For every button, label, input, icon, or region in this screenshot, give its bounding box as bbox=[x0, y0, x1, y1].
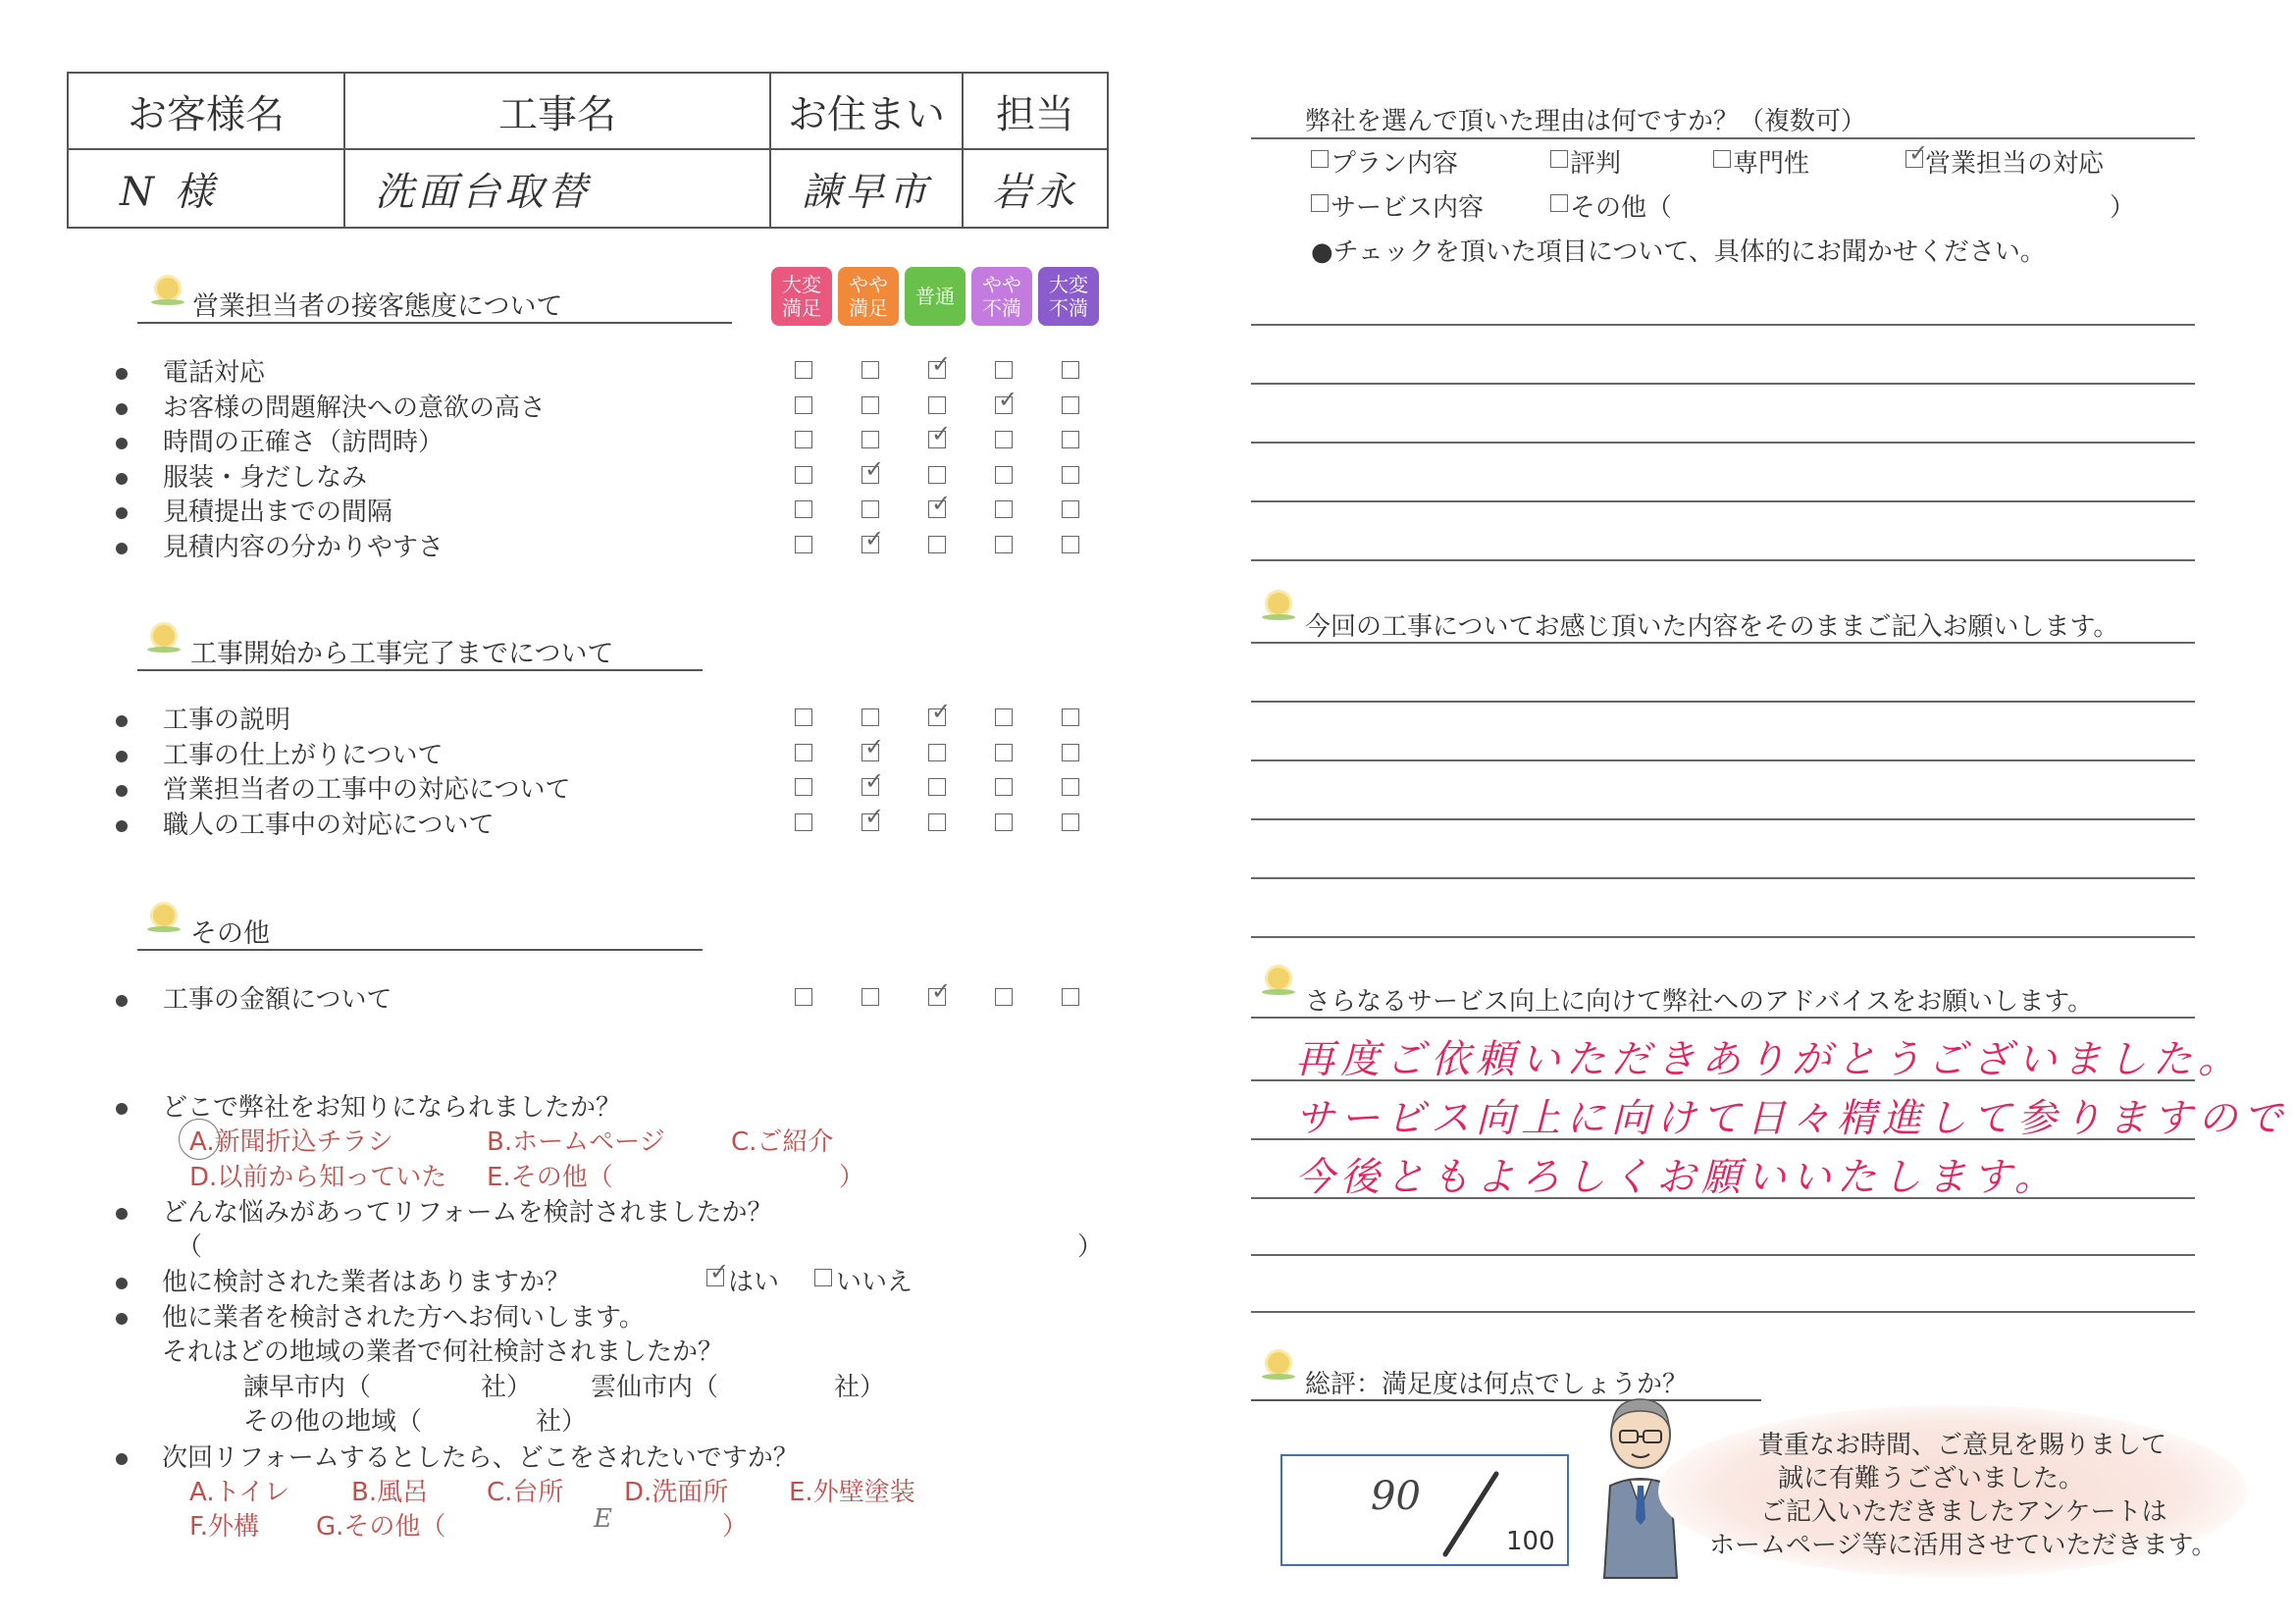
q3-yes-checkbox[interactable]: ✓ bbox=[706, 1269, 724, 1286]
section1-checkbox[interactable] bbox=[861, 524, 885, 553]
flower-icon bbox=[1268, 593, 1289, 614]
section1-checkbox[interactable] bbox=[928, 420, 952, 448]
q5-option-g[interactable]: G.その他（ bbox=[316, 1512, 446, 1542]
section3-checkbox[interactable] bbox=[861, 988, 879, 1006]
customer-name: N 様 bbox=[120, 169, 218, 215]
q1-text: どこで弊社をお知りになられましたか？ bbox=[162, 1093, 622, 1123]
check-mark-icon: ✓ bbox=[864, 767, 885, 795]
section2-checkbox[interactable] bbox=[995, 813, 1013, 831]
section2-checkbox[interactable] bbox=[928, 778, 946, 796]
work-cell bbox=[345, 150, 771, 227]
q5-option-f[interactable]: F.外構 bbox=[189, 1512, 260, 1542]
header-work-label: 工事名 bbox=[498, 91, 616, 137]
q4-other-close: 社） bbox=[536, 1407, 588, 1437]
section2-checkbox[interactable] bbox=[861, 732, 885, 761]
section2-checkbox[interactable] bbox=[795, 778, 812, 796]
customer-cell bbox=[69, 150, 345, 227]
bullet bbox=[116, 1278, 128, 1289]
q1-option-e[interactable]: E.その他（ bbox=[487, 1163, 613, 1192]
section1-checkbox[interactable] bbox=[795, 396, 812, 414]
reason-expertise-label: 専門性 bbox=[1733, 149, 1810, 179]
section1-checkbox[interactable] bbox=[928, 490, 952, 518]
flower-icon bbox=[1268, 1352, 1289, 1374]
section1-checkbox[interactable] bbox=[995, 536, 1013, 553]
reason-answer-line bbox=[1251, 442, 2195, 444]
advice-line-3: 今後ともよろしくお願いいたします。 bbox=[1295, 1155, 2060, 1200]
section2-item-label: 工事の説明 bbox=[163, 706, 291, 735]
check-mark-icon: ✓ bbox=[931, 350, 952, 378]
header-staff-label: 担当 bbox=[996, 91, 1074, 137]
check-mark-icon: ✓ bbox=[931, 977, 952, 1005]
reason-answer-line bbox=[1251, 324, 2195, 326]
section3-underline bbox=[137, 949, 703, 951]
advice-answer-line bbox=[1251, 1254, 2195, 1256]
section2-checkbox[interactable] bbox=[861, 708, 879, 726]
reason-reputation-checkbox[interactable] bbox=[1550, 150, 1568, 168]
q4-unzen-close: 社） bbox=[834, 1373, 886, 1402]
header-work-col bbox=[345, 74, 771, 148]
reason-reputation-label: 評判 bbox=[1570, 149, 1622, 179]
section1-checkbox[interactable] bbox=[995, 431, 1013, 448]
section1-item-label: お客様の問題解決への意欲の高さ bbox=[163, 393, 547, 423]
bullet bbox=[116, 473, 128, 485]
score-box bbox=[1280, 1454, 1569, 1566]
section2-item-label: 工事の仕上がりについて bbox=[163, 740, 444, 770]
bullet bbox=[116, 368, 128, 380]
bullet bbox=[116, 507, 128, 519]
section3-checkbox[interactable] bbox=[928, 977, 952, 1006]
bullet bbox=[116, 403, 128, 415]
q1-option-c[interactable]: C.ご紹介 bbox=[731, 1127, 834, 1157]
reason-plan-label: プラン内容 bbox=[1331, 149, 1459, 179]
reason-title: 弊社を選んで頂いた理由は何ですか？（複数可） bbox=[1305, 107, 1867, 136]
q4-text: 他に業者を検討された方へお伺いします。 bbox=[162, 1303, 645, 1333]
bullet bbox=[116, 1103, 128, 1115]
check-mark-icon: ✓ bbox=[931, 698, 952, 725]
section1-checkbox[interactable] bbox=[1062, 431, 1079, 448]
thanks-line-2: 誠に有難うございました。 bbox=[1778, 1464, 2085, 1493]
q1-option-d[interactable]: D.以前から知っていた bbox=[189, 1163, 447, 1192]
section1-checkbox[interactable] bbox=[995, 500, 1013, 518]
section2-title: 工事開始から工事完了までについて bbox=[190, 639, 614, 669]
q1-option-e-close: ） bbox=[839, 1163, 865, 1192]
impression-answer-line bbox=[1251, 936, 2195, 938]
reason-answer-line bbox=[1251, 383, 2195, 385]
section2-checkbox[interactable] bbox=[861, 802, 885, 831]
check-mark-icon: ✓ bbox=[864, 524, 885, 552]
work-name: 洗面台取替 bbox=[375, 169, 591, 215]
reason-service-checkbox[interactable] bbox=[1311, 194, 1329, 212]
check-mark-icon: ✓ bbox=[864, 802, 885, 830]
section1-item-label: 服装・身だしなみ bbox=[163, 462, 368, 493]
section3-item-label: 工事の金額について bbox=[163, 985, 392, 1015]
section1-checkbox[interactable] bbox=[861, 454, 885, 484]
q3-yes-label: はい bbox=[728, 1268, 780, 1297]
section1-checkbox[interactable] bbox=[928, 350, 952, 379]
advice-title: さらなるサービス向上に向けて弊社へのアドバイスをお願いします。 bbox=[1305, 987, 2094, 1017]
q4-unzen: 雲仙市内（ bbox=[591, 1373, 719, 1402]
section1-checkbox[interactable] bbox=[795, 536, 812, 553]
section2-checkbox[interactable] bbox=[928, 813, 946, 831]
q1-selected-circle bbox=[179, 1119, 220, 1160]
section1-checkbox[interactable] bbox=[861, 361, 879, 379]
section1-checkbox[interactable] bbox=[1062, 396, 1079, 414]
section2-item-label: 営業担当者の工事中の対応について bbox=[163, 775, 571, 805]
reason-other-checkbox[interactable] bbox=[1550, 194, 1568, 212]
section1-item-label: 見積内容の分かりやすさ bbox=[163, 532, 444, 562]
flower-icon bbox=[153, 625, 175, 647]
bullet bbox=[116, 785, 128, 797]
section2-checkbox[interactable] bbox=[928, 744, 946, 761]
bullet bbox=[116, 438, 128, 449]
residence-name: 諫早市 bbox=[802, 169, 931, 215]
q5-text: 次回リフォームするとしたら、どこをされたいですか？ bbox=[162, 1443, 799, 1473]
q2-open: （ bbox=[177, 1232, 203, 1262]
q1-option-a[interactable]: A.新聞折込チラシ bbox=[189, 1127, 393, 1157]
bullet bbox=[116, 751, 128, 762]
section1-title: 営業担当者の接客態度について bbox=[192, 291, 563, 322]
section1-checkbox[interactable] bbox=[795, 431, 812, 448]
section1-checkbox[interactable] bbox=[995, 361, 1013, 379]
section1-checkbox[interactable] bbox=[1062, 500, 1079, 518]
reason-sales-checkbox[interactable]: ✓ bbox=[1905, 150, 1923, 168]
check-mark-icon: ✓ bbox=[864, 732, 885, 760]
section1-checkbox[interactable] bbox=[928, 466, 946, 484]
reason-answer-line bbox=[1251, 500, 2195, 502]
section2-checkbox[interactable] bbox=[928, 698, 952, 726]
section1-checkbox[interactable] bbox=[795, 361, 812, 379]
section2-checkbox[interactable] bbox=[995, 778, 1013, 796]
impression-title: 今回の工事についてお感じ頂いた内容をそのままご記入お願いします。 bbox=[1305, 612, 2119, 642]
impression-answer-line bbox=[1251, 701, 2195, 703]
section3-checkbox[interactable] bbox=[995, 988, 1013, 1006]
section2-checkbox[interactable] bbox=[1062, 778, 1079, 796]
section2-underline bbox=[137, 669, 703, 671]
section2-checkbox[interactable] bbox=[795, 708, 812, 726]
q3-text: 他に検討された業者はありますか？ bbox=[162, 1268, 571, 1297]
section3-checkbox[interactable] bbox=[1062, 988, 1079, 1006]
q2-close: ） bbox=[1077, 1232, 1104, 1262]
advice-line-1: 再度ご依頼いただきありがとうございました。 bbox=[1295, 1037, 2243, 1082]
bullet bbox=[116, 1313, 128, 1325]
section1-checkbox[interactable] bbox=[1062, 361, 1079, 379]
impression-answer-line bbox=[1251, 877, 2195, 879]
section2-checkbox[interactable] bbox=[1062, 744, 1079, 761]
section1-checkbox[interactable] bbox=[928, 536, 946, 553]
q5-option-c[interactable]: C.台所 bbox=[487, 1478, 564, 1507]
bullet bbox=[116, 1208, 128, 1220]
section1-checkbox[interactable] bbox=[861, 431, 879, 448]
rating-satisfied: やや 満足 bbox=[838, 267, 899, 326]
impression-answer-line bbox=[1251, 759, 2195, 761]
q4-isahaya: 諫早市内（ bbox=[243, 1373, 372, 1402]
reason-sales-label: 営業担当の対応 bbox=[1925, 149, 2105, 179]
score-value: 90 bbox=[1371, 1474, 1421, 1519]
header-customer-label: お客様名 bbox=[128, 91, 285, 137]
rating-very-satisfied: 大変 満足 bbox=[771, 267, 832, 326]
section2-checkbox[interactable] bbox=[795, 744, 812, 761]
staff-name: 岩永 bbox=[992, 169, 1078, 215]
header-residence-col bbox=[771, 74, 964, 148]
section2-checkbox[interactable] bbox=[795, 813, 812, 831]
q3-no-checkbox[interactable] bbox=[814, 1269, 832, 1286]
check-mark-icon: ✓ bbox=[998, 385, 1018, 413]
advice-answer-line bbox=[1251, 1311, 2195, 1313]
q5-option-d[interactable]: D.洗面所 bbox=[624, 1478, 729, 1507]
section2-checkbox[interactable] bbox=[995, 708, 1013, 726]
q2-text: どんな悩みがあってリフォームを検討されましたか？ bbox=[162, 1198, 773, 1228]
score-slash bbox=[1439, 1470, 1502, 1558]
reason-expertise-checkbox[interactable] bbox=[1713, 150, 1731, 168]
section1-checkbox[interactable] bbox=[861, 500, 879, 518]
q5-option-g-close: ） bbox=[722, 1512, 749, 1542]
score-max: 100 bbox=[1506, 1527, 1555, 1556]
q5-option-g-value: E bbox=[594, 1504, 612, 1534]
section2-item-label: 職人の工事中の対応について bbox=[163, 810, 495, 840]
rating-dissatisfied: やや 不満 bbox=[971, 267, 1032, 326]
section1-checkbox[interactable] bbox=[795, 500, 812, 518]
bullet bbox=[116, 995, 128, 1007]
staff-cell bbox=[964, 150, 1107, 227]
rating-very-dissatisfied: 大変 不満 bbox=[1038, 267, 1099, 326]
reason-other-close: ） bbox=[2110, 193, 2136, 223]
q5-option-e[interactable]: E.外壁塗装 bbox=[789, 1478, 915, 1507]
check-mark-icon: ✓ bbox=[931, 420, 952, 447]
reason-answer-line bbox=[1251, 559, 2195, 561]
check-mark-icon: ✓ bbox=[864, 454, 885, 483]
thanks-line-1: 貴重なお時間、ご意見を賜りまして bbox=[1758, 1431, 2167, 1460]
score-title: 総評：満足度は何点でしょうか？ bbox=[1305, 1370, 1689, 1399]
section1-item-label: 見積提出までの間隔 bbox=[163, 497, 393, 527]
reason-service-label: サービス内容 bbox=[1331, 193, 1485, 223]
section3-title: その他 bbox=[190, 918, 270, 949]
rating-normal: 普通 bbox=[905, 267, 965, 326]
header-residence-label: お住まい bbox=[788, 91, 945, 137]
reason-other-label: その他（ bbox=[1570, 193, 1673, 223]
section2-checkbox[interactable] bbox=[861, 767, 885, 796]
section1-underline bbox=[137, 322, 732, 324]
header-customer-col bbox=[69, 74, 345, 148]
section1-item-label: 時間の正確さ（訪問時） bbox=[163, 428, 444, 457]
q5-option-a[interactable]: A.トイレ bbox=[189, 1478, 290, 1507]
section1-checkbox[interactable] bbox=[928, 396, 946, 414]
flower-icon bbox=[157, 278, 179, 299]
flower-icon bbox=[153, 905, 175, 926]
header-table bbox=[67, 72, 1109, 229]
section1-checkbox[interactable] bbox=[995, 466, 1013, 484]
section2-checkbox[interactable] bbox=[1062, 708, 1079, 726]
flower-icon bbox=[1268, 968, 1289, 989]
advice-answer-line bbox=[1251, 1138, 2195, 1140]
section1-checkbox[interactable] bbox=[995, 385, 1018, 414]
section3-checkbox[interactable] bbox=[795, 988, 812, 1006]
impression-underline bbox=[1251, 642, 2195, 644]
section1-checkbox[interactable] bbox=[1062, 536, 1079, 553]
q1-option-b[interactable]: B.ホームページ bbox=[487, 1127, 665, 1157]
reason-plan-checkbox[interactable] bbox=[1311, 150, 1329, 168]
check-mark-icon: ✓ bbox=[931, 490, 952, 517]
section1-item-label: 電話対応 bbox=[163, 358, 266, 388]
section1-checkbox[interactable] bbox=[795, 466, 812, 484]
thanks-line-3: ご記入いただきましたアンケートは bbox=[1760, 1497, 2167, 1527]
bullet bbox=[116, 820, 128, 832]
advice-answer-line bbox=[1251, 1079, 2195, 1081]
section1-checkbox[interactable] bbox=[861, 396, 879, 414]
q4-isahaya-close: 社） bbox=[481, 1373, 533, 1402]
section1-checkbox[interactable] bbox=[1062, 466, 1079, 484]
reason-underline bbox=[1251, 137, 2195, 139]
q4-subtext: それはどの地域の業者で何社検討されましたか？ bbox=[162, 1337, 724, 1367]
section2-checkbox[interactable] bbox=[995, 744, 1013, 761]
q4-other: その他の地域（ bbox=[243, 1407, 423, 1437]
bullet bbox=[116, 715, 128, 727]
residence-cell bbox=[771, 150, 964, 227]
advice-line-2: サービス向上に向けて日々精進して参りますので bbox=[1295, 1096, 2288, 1141]
bullet bbox=[116, 1453, 128, 1465]
advice-underline bbox=[1251, 1017, 2195, 1019]
bullet bbox=[116, 543, 128, 554]
impression-answer-line bbox=[1251, 818, 2195, 820]
header-staff-col bbox=[964, 74, 1107, 148]
thanks-line-4: ホームページ等に活用させていただきます。 bbox=[1709, 1531, 2218, 1560]
reason-detail-prompt: ●チェックを頂いた項目について、具体的にお聞かせください。 bbox=[1311, 237, 2046, 267]
advice-answer-line bbox=[1251, 1197, 2195, 1199]
q5-option-b[interactable]: B.風呂 bbox=[351, 1478, 429, 1507]
q3-no-label: いいえ bbox=[836, 1268, 913, 1297]
section2-checkbox[interactable] bbox=[1062, 813, 1079, 831]
